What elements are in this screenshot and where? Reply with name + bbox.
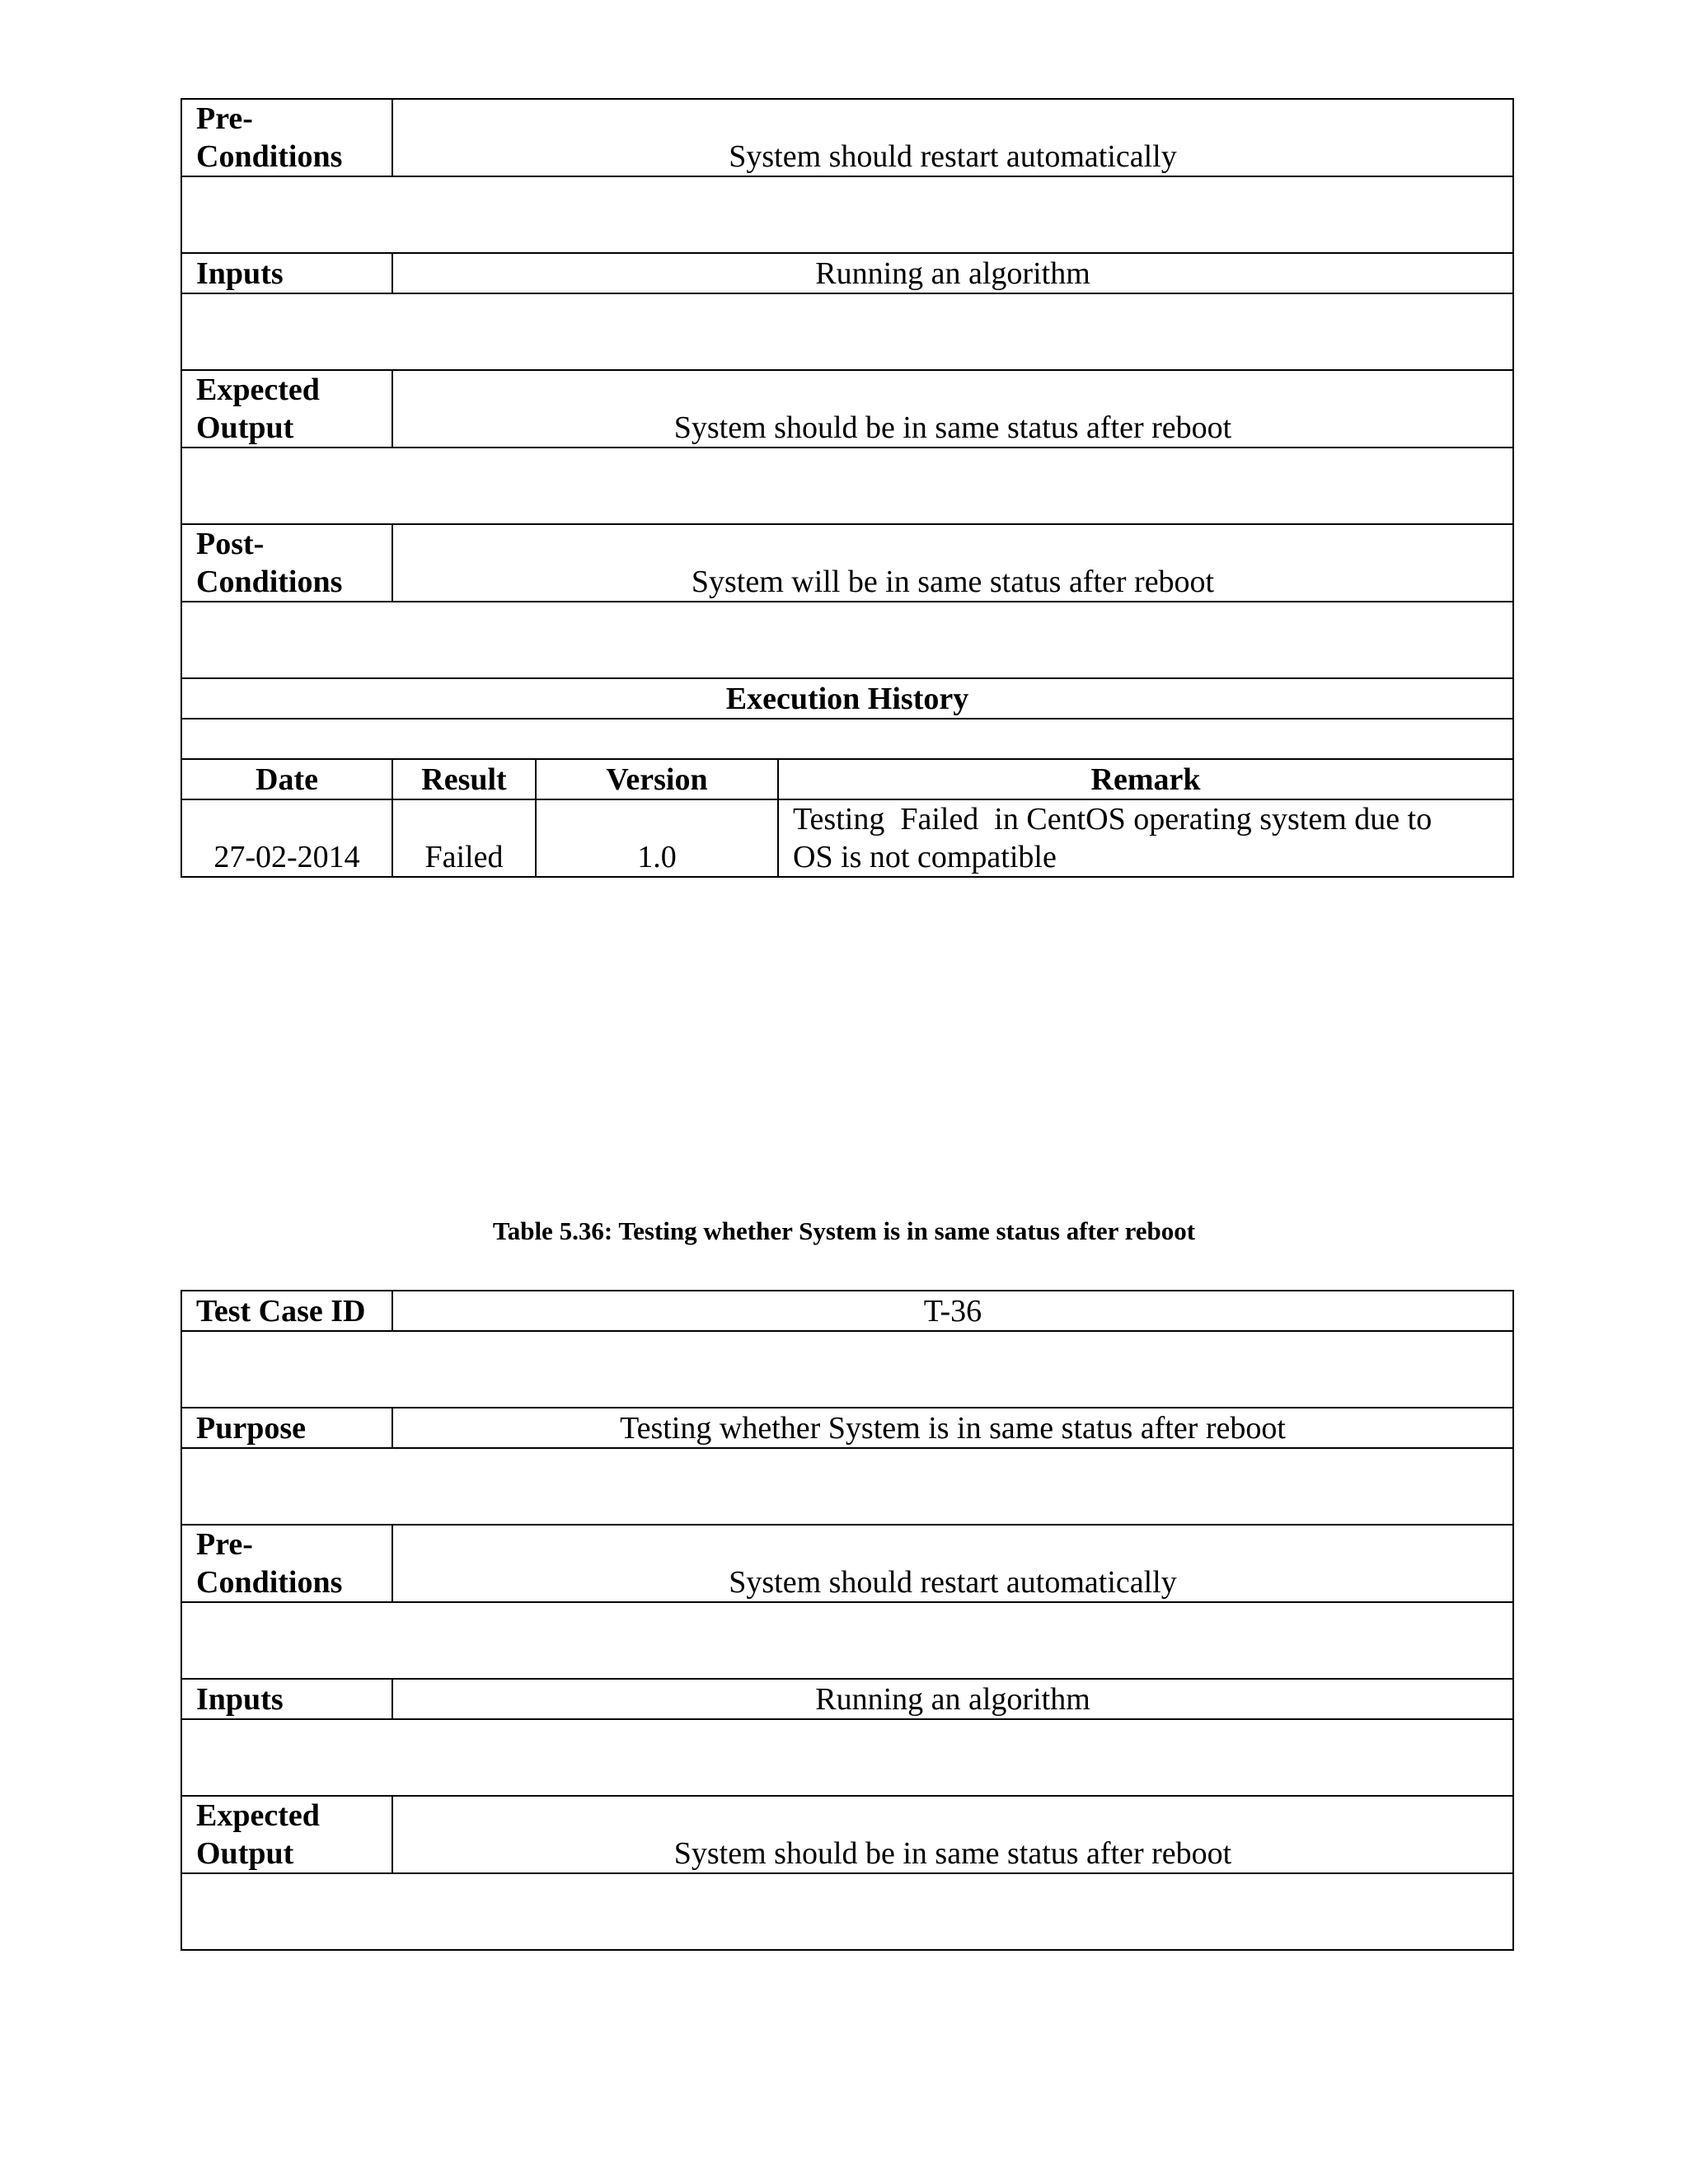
- post-conditions-row: [181, 524, 1513, 602]
- pre-conditions-label: Pre- Conditions: [181, 1525, 392, 1602]
- inputs-value: Running an algorithm: [392, 1679, 1513, 1719]
- date-header: Date: [181, 759, 392, 799]
- table-caption: Table 5.36: Testing whether System is in same status after reboot: [492, 1216, 1196, 1245]
- history-header-row: [181, 759, 1513, 799]
- pre-conditions-value: System should restart automatically: [392, 99, 1513, 176]
- pre-conditions-row: [181, 99, 1513, 176]
- inputs-row: [181, 253, 1513, 293]
- expected-output-value: System should be in same status after reboot: [392, 1796, 1513, 1873]
- test-case-table: [181, 1290, 1514, 1951]
- history-version: 1.0: [536, 799, 778, 877]
- expected-output-row: [181, 370, 1513, 448]
- blank-cell: [181, 1602, 1513, 1679]
- blank-cell: [181, 448, 1513, 524]
- pre-conditions-value: System should restart automatically: [392, 1525, 1513, 1602]
- expected-output-value: System should be in same status after reboot: [392, 370, 1513, 448]
- blank-cell: [181, 176, 1513, 253]
- spacer-row: [181, 1448, 1513, 1525]
- inputs-row: [181, 1679, 1513, 1719]
- spacer-row: [181, 1602, 1513, 1679]
- remark-header: Remark: [778, 759, 1513, 799]
- spacer-row: [181, 1873, 1513, 1950]
- history-result: Failed: [392, 799, 536, 877]
- test-case-table-continued: [181, 98, 1514, 878]
- blank-cell: [181, 1448, 1513, 1525]
- spacer-row: [181, 602, 1513, 678]
- test-case-id-value: T-36: [392, 1291, 1513, 1331]
- result-header: Result: [392, 759, 536, 799]
- history-remark: Testing Failed in CentOS operating system due to OS is not compatible: [778, 799, 1513, 877]
- blank-cell: [181, 1719, 1513, 1796]
- test-case-id-label: Test Case ID: [181, 1291, 392, 1331]
- test-case-id-row: [181, 1291, 1513, 1331]
- blank-cell: [181, 719, 1513, 759]
- history-date: 27-02-2014: [181, 799, 392, 877]
- spacer-row: [181, 719, 1513, 759]
- version-header: Version: [536, 759, 778, 799]
- post-conditions-value: System will be in same status after reboot: [392, 524, 1513, 602]
- post-conditions-label: Post- Conditions: [181, 524, 392, 602]
- execution-history-title-row: [181, 678, 1513, 719]
- inputs-label: Inputs: [181, 1679, 392, 1719]
- pre-conditions-label: Pre- Conditions: [181, 99, 392, 176]
- execution-history-title: Execution History: [181, 678, 1513, 719]
- pre-conditions-row: [181, 1525, 1513, 1602]
- spacer-row: [181, 448, 1513, 524]
- blank-cell: [181, 1331, 1513, 1408]
- expected-output-label: Expected Output: [181, 1796, 392, 1873]
- blank-cell: [181, 602, 1513, 678]
- purpose-row: [181, 1408, 1513, 1448]
- spacer-row: [181, 176, 1513, 253]
- blank-cell: [181, 1873, 1513, 1950]
- purpose-value: Testing whether System is in same status after reboot: [392, 1408, 1513, 1448]
- inputs-label: Inputs: [181, 253, 392, 293]
- spacer-row: [181, 1719, 1513, 1796]
- spacer-row: [181, 293, 1513, 370]
- inputs-value: Running an algorithm: [392, 253, 1513, 293]
- blank-cell: [181, 293, 1513, 370]
- spacer-row: [181, 1331, 1513, 1408]
- expected-output-row: [181, 1796, 1513, 1873]
- history-row: [181, 799, 1513, 877]
- purpose-label: Purpose: [181, 1408, 392, 1448]
- expected-output-label: Expected Output: [181, 370, 392, 448]
